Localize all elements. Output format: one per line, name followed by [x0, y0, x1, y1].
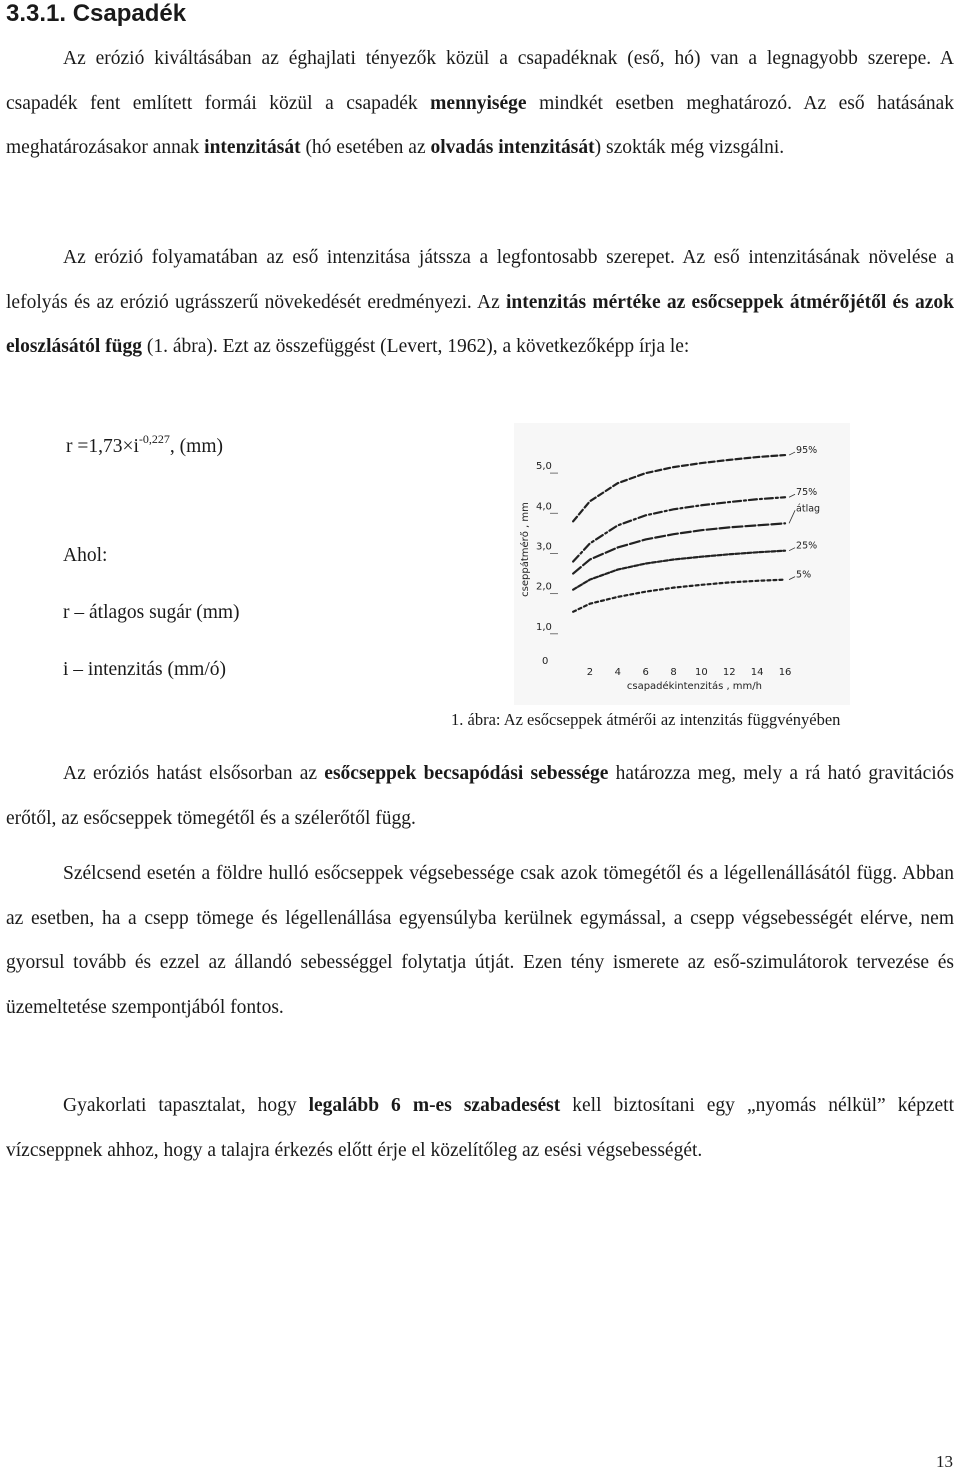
text-run: mindkét esetben meghatározó. Az eső hatásának meghatározásakor annak — [6, 92, 954, 158]
definition-r: r – átlagos sugár (mm) — [63, 602, 240, 623]
page-number: 13 — [936, 1452, 953, 1471]
y-tick-label: 2,0 — [536, 581, 552, 593]
y-axis-label: cseppátmérő , mm — [520, 502, 531, 597]
bold-run: legalább 6 m-es szabadesést — [308, 1095, 561, 1116]
text-run: Szélcsend esetén a földre hulló esőcseppek végsebessége csak azok tömegétől és a légellenállásától függ. Abban az esetben, ha a csepp tömege és légellenállása egyensúlyba kerülnek egymással, a csepp végsebességét elérve, nem gyorsul tovább és ezzel az állandó sebességgel folytatja útját. Ezen tény ismerete az eső-szimulátorok tervezése és üzemeltetése szempontjából fontos. — [6, 863, 954, 1018]
paragraph-4 — [6, 852, 954, 1030]
x-tick-label: 6 — [642, 667, 649, 678]
figure-caption: 1. ábra: Az esőcseppek átmérői az intenzitás függvényében — [451, 710, 841, 729]
formula-variable: i — [133, 436, 139, 457]
x-axis-label: csapadékintenzitás , mm/h — [626, 681, 763, 692]
bold-run: olvadás intenzitását — [430, 137, 595, 158]
x-tick-label: 2 — [586, 667, 594, 678]
origin-label: 0 — [542, 656, 549, 667]
formula-unit: , (mm) — [169, 436, 223, 457]
text-run: (hó esetében az — [300, 137, 431, 158]
definition-i: i – intenzitás (mm/ó) — [63, 659, 227, 680]
raindrop-chart — [514, 423, 850, 705]
x-tick-label: 8 — [670, 667, 677, 678]
definitions-intro: Ahol: — [63, 545, 108, 566]
x-tick-label: 12 — [722, 667, 736, 678]
formula-exponent: -0,227 — [138, 432, 170, 446]
series-label: átlag — [796, 503, 821, 515]
y-tick-label: 3,0 — [536, 541, 552, 553]
bold-run: esőcseppek becsapódási sebessége — [324, 763, 609, 784]
text-run: Az eróziós hatást elsősorban az — [63, 763, 325, 784]
y-tick-label: 5,0 — [536, 461, 552, 473]
series-label: 95% — [796, 445, 818, 457]
series-label: 5% — [796, 569, 812, 581]
raindrop-diameter-figure — [514, 423, 850, 705]
text-run: Az erózió kiváltásában az éghajlati tényezők közül a csapadéknak (eső, hó) van a legnagyobb szerepe. A csapadék fent említett formái közül a csapadék — [6, 48, 954, 114]
paragraph-5 — [6, 1084, 954, 1173]
text-run: Gyakorlati tapasztalat, hogy — [63, 1095, 309, 1116]
bold-run: mennyisége — [430, 92, 527, 114]
series-label: 25% — [796, 540, 818, 552]
x-tick-label: 4 — [614, 667, 621, 678]
paragraph-1 — [6, 37, 954, 171]
text-run: határozza meg, mely a rá ható gravitációs erőtől, az esőcseppek tömegétől és a szélerőtől függ. — [6, 763, 954, 829]
paragraph-3 — [6, 752, 954, 841]
paragraph-2 — [6, 236, 954, 370]
levert-formula — [66, 432, 223, 458]
y-tick-label: 1,0 — [536, 621, 552, 633]
text-run: kell biztosítani egy „nyomás nélkül” képzett vízcseppnek ahhoz, hogy a talajra érkezés előtt érje el közelítőleg az esési végsebességét. — [6, 1095, 954, 1161]
formula-lhs: r =1,73 — [66, 436, 123, 457]
x-tick-label: 16 — [778, 667, 792, 678]
text-run: ) szokták még vizsgálni. — [594, 137, 785, 158]
bold-run: intenzitását — [204, 137, 301, 158]
text-run: (1. ábra). Ezt az összefüggést (Levert, 1962), a következőképp írja le: — [141, 336, 690, 357]
y-tick-label: 4,0 — [536, 501, 552, 513]
formula-times: × — [122, 436, 134, 457]
x-tick-label: 14 — [750, 667, 764, 678]
x-tick-label: 10 — [695, 667, 708, 678]
text-run: Az erózió folyamatában az eső intenzitása játssza a legfontosabb szerepet. Az eső intenzitásának növelése a lefolyás és az erózió ugrásszerű növekedését eredményezi. Az — [6, 247, 954, 313]
series-label: 75% — [796, 487, 818, 499]
section-title: 3.3.1. Csapadék — [6, 0, 187, 27]
bold-run: intenzitás mértéke az esőcseppek átmérőjétől és azok eloszlásától függ — [6, 291, 954, 357]
